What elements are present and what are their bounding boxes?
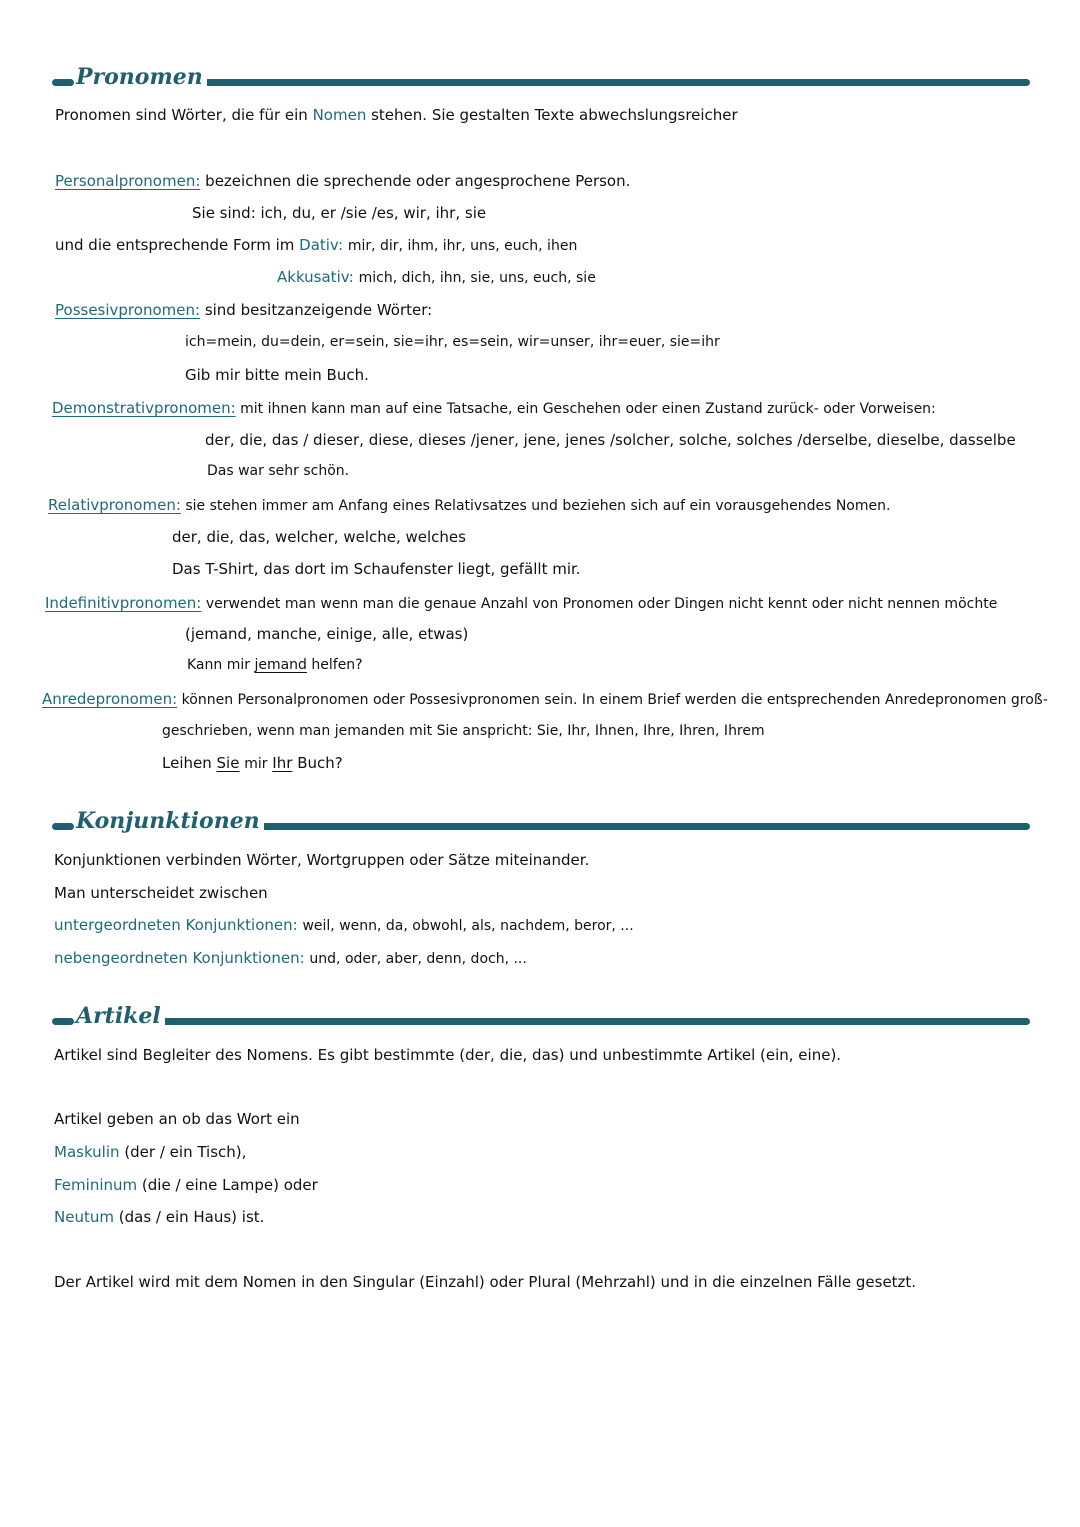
artikel-heading (52, 1003, 1030, 1033)
anrede-example: Leihen Sie mir Ihr Buch? (162, 754, 343, 772)
personal-forms: Sie sind: ich, du, er /sie /es, wir, ihr, sie (192, 204, 487, 222)
dativ-line: und die entsprechende Form im Dativ: mir, dir, ihm, ihr, uns, euch, ihen (55, 236, 578, 254)
demonstrativ-example: Das war sehr schön. (207, 463, 350, 479)
artikel-line2: Artikel geben an ob das Wort ein (54, 1110, 300, 1128)
indefinit-forms: (jemand, manche, einige, alle, etwas) (185, 625, 469, 643)
section-title: Pronomen (76, 64, 207, 90)
indefinit-example: Kann mir jemand helfen? (187, 657, 363, 673)
pronomen-intro: Pronomen sind Wörter, die für ein Nomen stehen. Sie gestalten Texte abwechslungsreicher (55, 106, 738, 124)
indefinitivpronomen-line: Indefinitivpronomen: verwendet man wenn man die genaue Anzahl von Pronomen oder Dingen nicht kennt oder nicht nennen möchte (45, 594, 998, 612)
konjunktionen-line1: Konjunktionen verbinden Wörter, Wortgruppen oder Sätze miteinander. (54, 851, 590, 869)
possesiv-forms: ich=mein, du=dein, er=sein, sie=ihr, es=sein, wir=unser, ihr=euer, sie=ihr (185, 334, 720, 350)
pronomen-heading (52, 64, 1030, 94)
section-title: Artikel (76, 1003, 165, 1029)
possesiv-example: Gib mir bitte mein Buch. (185, 366, 369, 384)
artikel-line3: Der Artikel wird mit dem Nomen in den Singular (Einzahl) oder Plural (Mehrzahl) und in die einzelnen Fälle gesetzt. (54, 1273, 917, 1291)
maskulin-line: Maskulin (der / ein Tisch), (54, 1143, 247, 1161)
personalpronomen-line: Personalpronomen: bezeichnen die sprechende oder angesprochene Person. (55, 172, 631, 190)
relativ-forms: der, die, das, welcher, welche, welches (172, 528, 466, 546)
anredepronomen-line: Anredepronomen: können Personalpronomen oder Possesivpronomen sein. In einem Brief werden die entsprechenden Anredepronomen groß- (42, 690, 1048, 708)
nebengeordnete-line: nebengeordneten Konjunktionen: und, oder, aber, denn, doch, ... (54, 949, 527, 967)
konjunktionen-line2: Man unterscheidet zwischen (54, 884, 268, 902)
demonstrativpronomen-line: Demonstrativpronomen: mit ihnen kann man auf eine Tatsache, ein Geschehen oder einen Zustand zurück- oder Vorweisen: (52, 399, 936, 417)
anrede-desc-cont: geschrieben, wenn man jemanden mit Sie anspricht: Sie, Ihr, Ihnen, Ihre, Ihren, Ihrem (162, 723, 765, 739)
akkusativ-line: Akkusativ: mich, dich, ihn, sie, uns, euch, sie (277, 268, 596, 286)
konjunktionen-heading (52, 808, 1030, 838)
demonstrativ-forms: der, die, das / dieser, diese, dieses /jener, jene, jenes /solcher, solche, solches /derselbe, dieselbe, dasselbe (205, 431, 1016, 449)
untergeordnete-line: untergeordneten Konjunktionen: weil, wenn, da, obwohl, als, nachdem, beror, ... (54, 916, 634, 934)
relativ-example: Das T-Shirt, das dort im Schaufenster liegt, gefällt mir. (172, 560, 581, 578)
section-title: Konjunktionen (76, 808, 264, 834)
relativpronomen-line: Relativpronomen: sie stehen immer am Anfang eines Relativsatzes und beziehen sich auf ein vorausgehendes Nomen. (48, 496, 891, 514)
femininum-line: Femininum (die / eine Lampe) oder (54, 1176, 318, 1194)
possesivpronomen-line: Possesivpronomen: sind besitzanzeigende Wörter: (55, 301, 433, 319)
artikel-line1: Artikel sind Begleiter des Nomens. Es gibt bestimmte (der, die, das) und unbestimmte Artikel (ein, eine). (54, 1046, 842, 1064)
neutum-line: Neutum (das / ein Haus) ist. (54, 1208, 265, 1226)
